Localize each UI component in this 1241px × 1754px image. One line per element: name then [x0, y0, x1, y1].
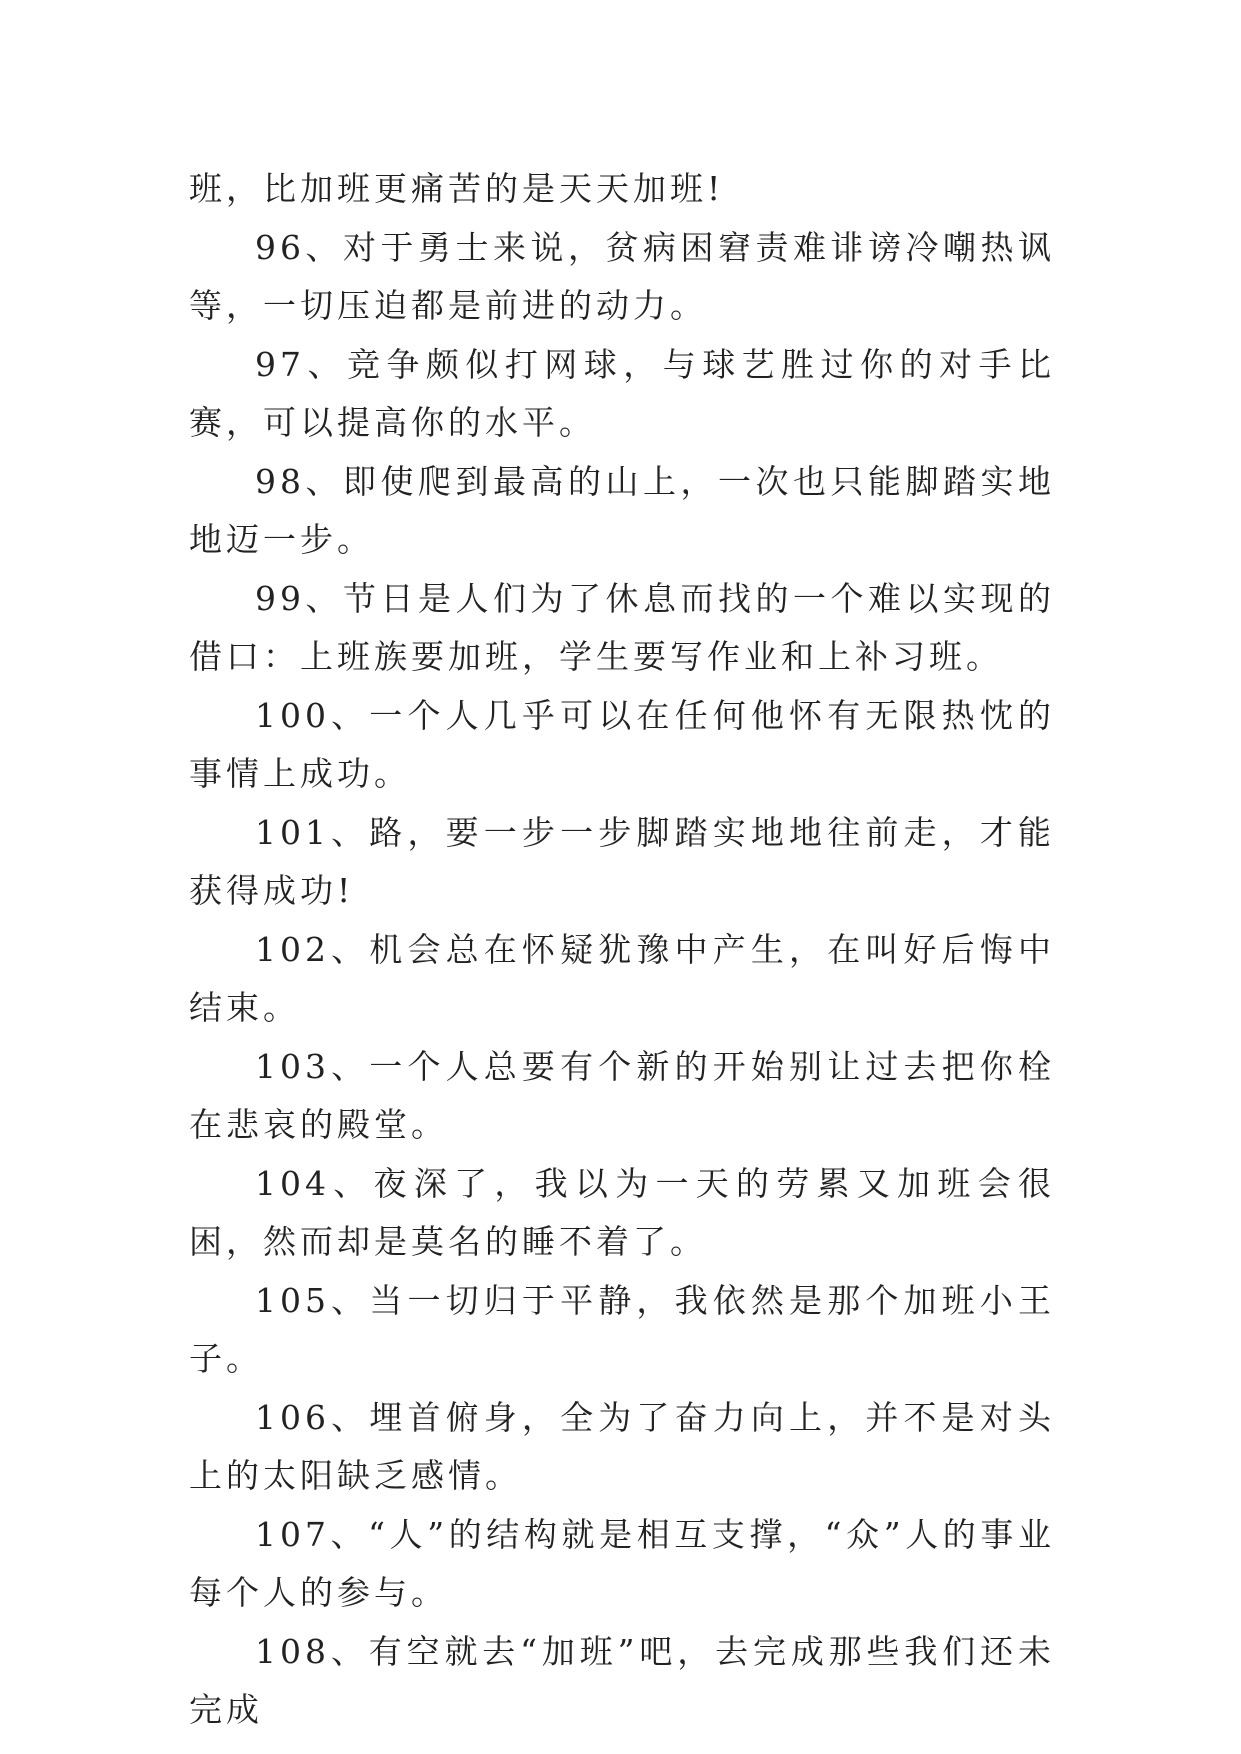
paragraph-104: 104、夜深了，我以为一天的劳累又加班会很困，然而却是莫名的睡不着了。: [189, 1163, 1055, 1261]
paragraph-98: 98、即使爬到最高的山上，一次也只能脚踏实地地迈一步。: [189, 461, 1055, 559]
document-body: [189, 160, 1055, 1740]
paragraph-105: 105、当一切归于平静，我依然是那个加班小王子。: [189, 1280, 1055, 1378]
paragraph-106: 106、埋首俯身，全为了奋力向上，并不是对头上的太阳缺乏感情。: [189, 1397, 1055, 1495]
paragraph-100: 100、一个人几乎可以在任何他怀有无限热忱的事情上成功。: [189, 695, 1055, 793]
paragraph-0: 班，比加班更痛苦的是天天加班!: [189, 169, 725, 208]
paragraph-97: 97、竞争颇似打网球，与球艺胜过你的对手比赛，可以提高你的水平。: [189, 344, 1055, 442]
paragraph-99: 99、节日是人们为了休息而找的一个难以实现的借口：上班族要加班，学生要写作业和上补习班。: [189, 578, 1055, 676]
paragraph-101: 101、路，要一步一步脚踏实地地往前走，才能获得成功!: [189, 812, 1055, 910]
paragraph-103: 103、一个人总要有个新的开始别让过去把你栓在悲哀的殿堂。: [189, 1046, 1055, 1144]
paragraph-108: 108、有空就去“加班”吧，去完成那些我们还未完成: [189, 1631, 1055, 1729]
paragraph-96: 96、对于勇士来说，贫病困窘责难诽谤冷嘲热讽等，一切压迫都是前进的动力。: [189, 227, 1055, 325]
paragraph-107: 107、“人”的结构就是相互支撑，“众”人的事业每个人的参与。: [189, 1514, 1055, 1612]
paragraph-102: 102、机会总在怀疑犹豫中产生，在叫好后悔中结束。: [189, 929, 1055, 1027]
